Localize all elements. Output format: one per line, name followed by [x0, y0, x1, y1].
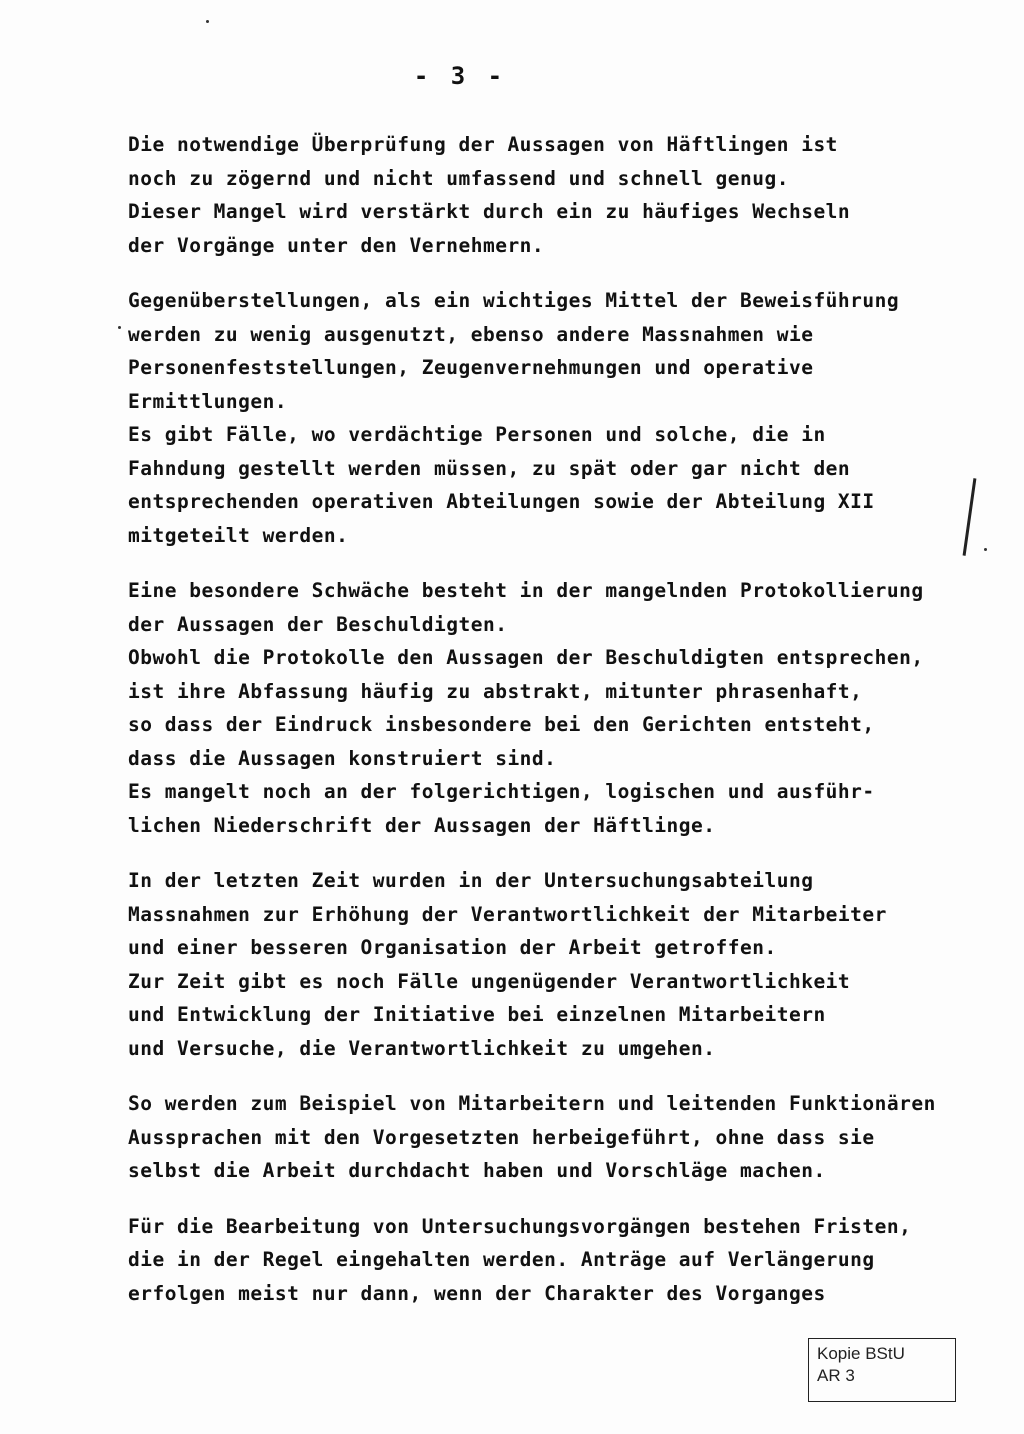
- text-line: Personenfeststellungen, Zeugenvernehmungen und operative: [128, 356, 814, 379]
- document-body: [128, 128, 988, 1332]
- paragraph: [128, 1210, 988, 1311]
- text-line: In der letzten Zeit wurden in der Untersuchungsabteilung: [128, 869, 814, 892]
- scan-speck: [118, 326, 121, 329]
- scan-speck: [206, 20, 209, 23]
- text-line: der Aussagen der Beschuldigten.: [128, 612, 508, 636]
- text-line: erfolgen meist nur dann, wenn der Charakter des Vorganges: [128, 1281, 826, 1305]
- stamp-line-1: Kopie BStU: [817, 1344, 905, 1363]
- text-line: ist ihre Abfassung häufig zu abstrakt, mitunter phrasenhaft,: [128, 679, 863, 703]
- text-line: der Vorgänge unter den Vernehmern.: [128, 233, 545, 257]
- text-line: dass die Aussagen konstruiert sind.: [128, 746, 557, 770]
- text-line: selbst die Arbeit durchdacht haben und Vorschläge machen.: [128, 1159, 826, 1182]
- text-line: und einer besseren Organisation der Arbeit getroffen.: [128, 936, 777, 959]
- text-line: Obwohl die Protokolle den Aussagen der Beschuldigten entsprechen,: [128, 646, 924, 669]
- text-line: Zur Zeit gibt es noch Fälle ungenügender Verantwortlichkeit: [128, 969, 851, 993]
- text-line: Es gibt Fälle, wo verdächtige Personen und solche, die in: [128, 423, 826, 446]
- text-line: Gegenüberstellungen, als ein wichtiges Mittel der Beweisführung: [128, 289, 900, 312]
- text-line: so dass der Eindruck insbesondere bei den Gerichten entsteht,: [128, 713, 875, 736]
- paragraph: [128, 574, 988, 842]
- paragraph: [128, 284, 988, 552]
- text-line: mitgeteilt werden.: [128, 523, 349, 547]
- text-line: entsprechenden operativen Abteilungen sowie der Abteilung XII: [128, 490, 875, 513]
- text-line: Die notwendige Überprüfung der Aussagen von Häftlingen ist: [128, 133, 838, 156]
- text-line: Ermittlungen.: [128, 389, 288, 413]
- text-line: Fahndung gestellt werden müssen, zu spät oder gar nicht den: [128, 456, 851, 480]
- archive-stamp: [808, 1338, 956, 1402]
- text-line: Massnahmen zur Erhöhung der Verantwortlichkeit der Mitarbeiter: [128, 902, 887, 926]
- text-line: und Versuche, die Verantwortlichkeit zu umgehen.: [128, 1036, 716, 1060]
- text-line: und Entwicklung der Initiative bei einzelnen Mitarbeitern: [128, 1003, 826, 1026]
- text-line: werden zu wenig ausgenutzt, ebenso andere Massnahmen wie: [128, 322, 814, 346]
- paragraph: [128, 128, 988, 262]
- text-line: Aussprachen mit den Vorgesetzten herbeigeführt, ohne dass sie: [128, 1125, 875, 1149]
- text-line: noch zu zögernd und nicht umfassend und schnell genug.: [128, 166, 789, 190]
- stamp-line-2: AR 3: [817, 1366, 855, 1385]
- page-number: - 3 -: [413, 62, 507, 90]
- text-line: lichen Niederschrift der Aussagen der Häftlinge.: [128, 813, 716, 837]
- text-line: Eine besondere Schwäche besteht in der mangelnden Protokollierung: [128, 579, 924, 602]
- paragraph: [128, 1087, 988, 1188]
- paragraph: [128, 864, 988, 1065]
- text-line: Dieser Mangel wird verstärkt durch ein zu häufiges Wechseln: [128, 200, 851, 223]
- text-line: Es mangelt noch an der folgerichtigen, logischen und ausführ-: [128, 780, 875, 803]
- text-line: die in der Regel eingehalten werden. Anträge auf Verlängerung: [128, 1248, 875, 1271]
- text-line: So werden zum Beispiel von Mitarbeitern und leitenden Funktionären: [128, 1092, 936, 1115]
- text-line: Für die Bearbeitung von Untersuchungsvorgängen bestehen Fristen,: [128, 1214, 912, 1238]
